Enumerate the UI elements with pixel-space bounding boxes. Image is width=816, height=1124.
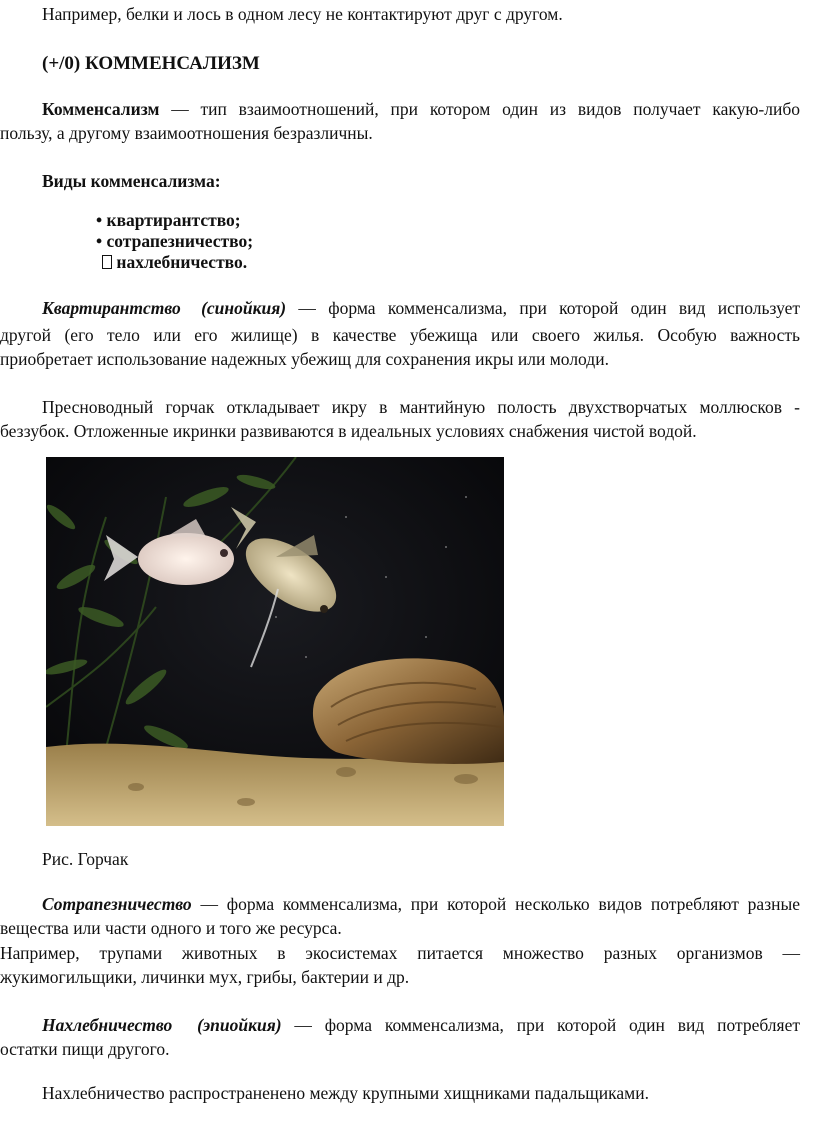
gorchak-line-1: Пресноводный горчак откладывает икру в мантийную полость двухстворчатых моллюсков - bbox=[42, 397, 800, 417]
nahlebnichestvo-line-2: остатки пищи другого. bbox=[0, 1039, 170, 1059]
sotrapeznichestvo-text-1: — форма комменсализма, при которой несколько видов потребляют разные bbox=[191, 894, 800, 914]
definition-term: Комменсализм bbox=[42, 99, 160, 119]
figure-caption: Рис. Горчак bbox=[42, 849, 129, 869]
gorchak-line-2: беззубок. Отложенные икринки развиваются в идеальных условиях снабжения чистой водой. bbox=[0, 421, 697, 441]
definition-line-2: пользу, а другому взаимоотношения безразличны. bbox=[0, 123, 373, 143]
kvartirantstvo-term: Квартирантство (синойкия) bbox=[42, 298, 287, 318]
kvartirantstvo-text-1: — форма комменсализма, при которой один вид использует bbox=[286, 298, 801, 318]
kvartirantstvo-line-3: приобретает использование надежных убежищ для сохранения икры или молоди. bbox=[0, 349, 609, 369]
types-item-1: • квартирантство; bbox=[96, 210, 241, 230]
types-list bbox=[96, 210, 253, 273]
sotrapeznichestvo-line-2: вещества или части одного и того же ресурса. bbox=[0, 918, 342, 938]
kvartirantstvo-line-2: другой (его тело или его жилище) в качестве убежища или своего жилья. Особую важность bbox=[0, 325, 800, 345]
nahlebnichestvo-term: Нахлебничество (эпиойкия) bbox=[42, 1015, 282, 1035]
sotrapeznichestvo-line-4: жукимогильщики, личинки мух, грибы, бактерии и др. bbox=[0, 967, 410, 987]
closing-line: Нахлебничество распространенено между крупными хищниками падальщиками. bbox=[42, 1083, 649, 1103]
definition-text-1: — тип взаимоотношений, при котором один из видов получает какую-либо bbox=[159, 99, 800, 119]
types-item-3: нахлебничество. bbox=[96, 252, 253, 273]
intro-line: Например, белки и лось в одном лесу не контактируют друг с другом. bbox=[42, 4, 563, 24]
nahlebnichestvo-text-1: — форма комменсализма, при которой один вид потребляет bbox=[281, 1015, 801, 1035]
gorchak-photo bbox=[46, 457, 504, 826]
sotrapeznichestvo-term: Сотрапезничество bbox=[42, 894, 192, 914]
section-heading: (+/0) КОММЕНСАЛИЗМ bbox=[42, 53, 260, 74]
types-title: Виды комменсализма: bbox=[42, 171, 221, 191]
types-item-2: • сотрапезничество; bbox=[96, 231, 254, 251]
missing-glyph-icon bbox=[102, 255, 112, 269]
sotrapeznichestvo-line-3: Например, трупами животных в экосистемах питается множество разных организмов — bbox=[0, 943, 800, 963]
